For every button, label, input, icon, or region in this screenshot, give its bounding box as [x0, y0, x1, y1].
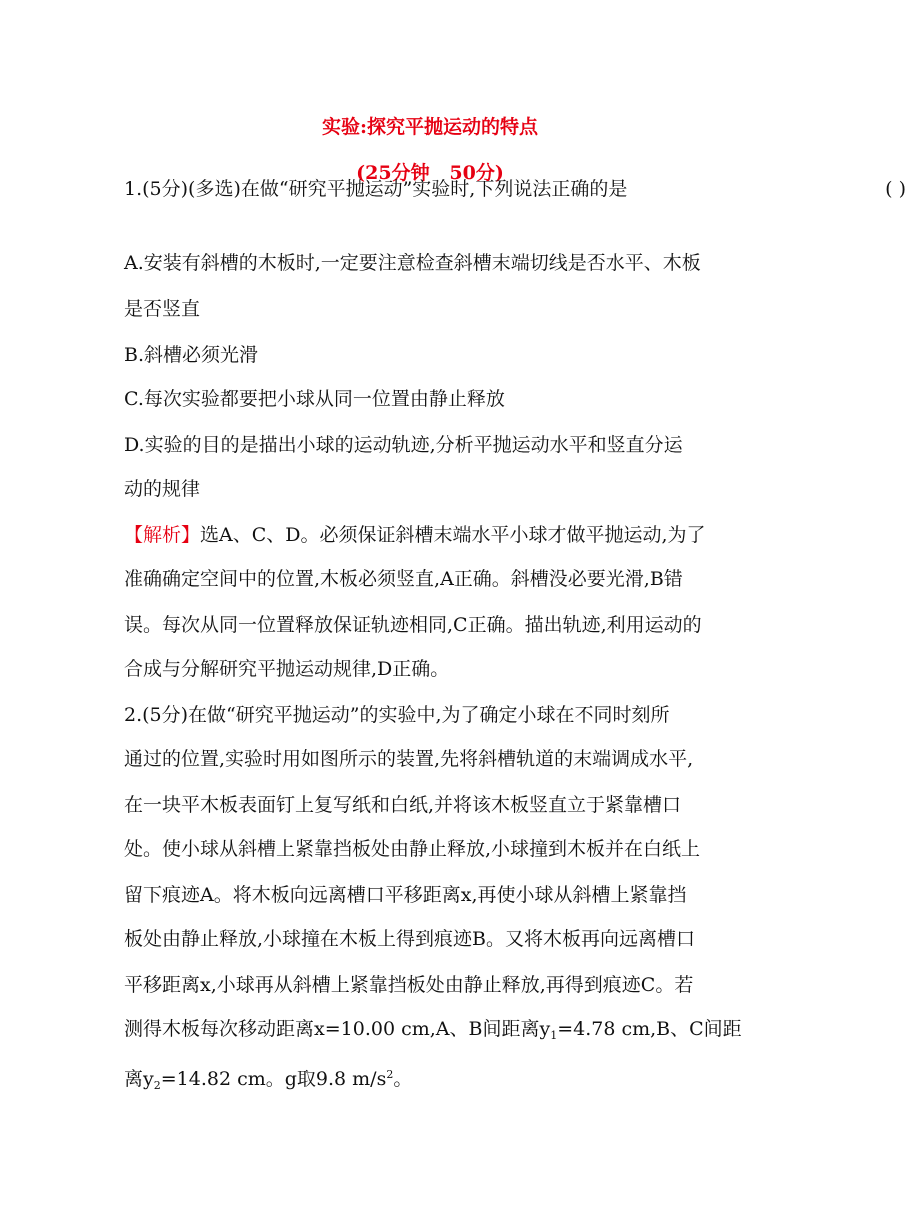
question-2-line-5: 留下痕迹A。将木板向远离槽口平移距离x,再使小球从斜槽上紧靠挡	[124, 884, 687, 906]
question-2-line-1: 2.(5分)在做“研究平抛运动”的实验中,为了确定小球在不同时刻所	[124, 704, 670, 726]
analysis-line-3: 误。每次从同一位置释放保证轨迹相同,C正确。描出轨迹,利用运动的	[124, 614, 702, 636]
question-2-line-8: 测得木板每次移动距离x=10.00 cm,A、B间距离$y_1=4.78$ cm,B、C间距	[124, 1018, 742, 1042]
answer-bracket: ( )	[885, 178, 906, 200]
question-2-line-6: 板处由静止释放,小球撞在木板上得到痕迹B。又将木板再向远离槽口	[124, 928, 696, 950]
subscript-1: 1	[550, 1029, 558, 1042]
option-d-line-2: 动的规律	[124, 478, 201, 500]
analysis-line-1: 【解析】选A、C、D。必须保证斜槽末端水平小球才做平抛运动,为了	[124, 524, 706, 546]
analysis-line-4: 合成与分解研究平抛运动规律,D正确。	[124, 658, 450, 680]
question-2-line-4: 处。使小球从斜槽上紧靠挡板处由静止释放,小球撞到木板并在白纸上	[124, 838, 701, 860]
superscript-2: 2	[386, 1068, 394, 1081]
question-2-line-3: 在一块平木板表面钉上复写纸和白纸,并将该木板竖直立于紧靠槽口	[124, 794, 682, 816]
option-a-line-1: A.安装有斜槽的木板时,一定要注意检查斜槽末端切线是否水平、木板	[124, 252, 701, 274]
analysis-tag: 【解析】	[124, 524, 201, 546]
time-score-subtitle: (25分钟 50分)	[356, 162, 504, 184]
page-title: 实验:探究平抛运动的特点	[321, 116, 538, 138]
analysis-line-2: 准确确定空间中的位置,木板必须竖直,A正确。斜槽没必要光滑,B错	[124, 568, 683, 590]
question-1-stem: 1.(5分)(多选)在做“研究平抛运动”实验时,下列说法正确的是 ( )	[124, 178, 906, 200]
option-c: C.每次实验都要把小球从同一位置由静止释放	[124, 388, 505, 410]
question-2-line-2: 通过的位置,实验时用如图所示的装置,先将斜槽轨道的末端调成水平,	[124, 748, 694, 770]
option-d-line-1: D.实验的目的是描出小球的运动轨迹,分析平抛运动水平和竖直分运	[124, 434, 683, 456]
option-b: B.斜槽必须光滑	[124, 344, 259, 366]
option-a-line-2: 是否竖直	[124, 298, 201, 320]
question-2-line-9: 离$y_2=14.82$ cm。g取9.8 $m/s^2$。	[124, 1068, 413, 1092]
question-2-line-7: 平移距离x,小球再从斜槽上紧靠挡板处由静止释放,再得到痕迹C。若	[124, 974, 694, 996]
subscript-2: 2	[153, 1079, 161, 1092]
